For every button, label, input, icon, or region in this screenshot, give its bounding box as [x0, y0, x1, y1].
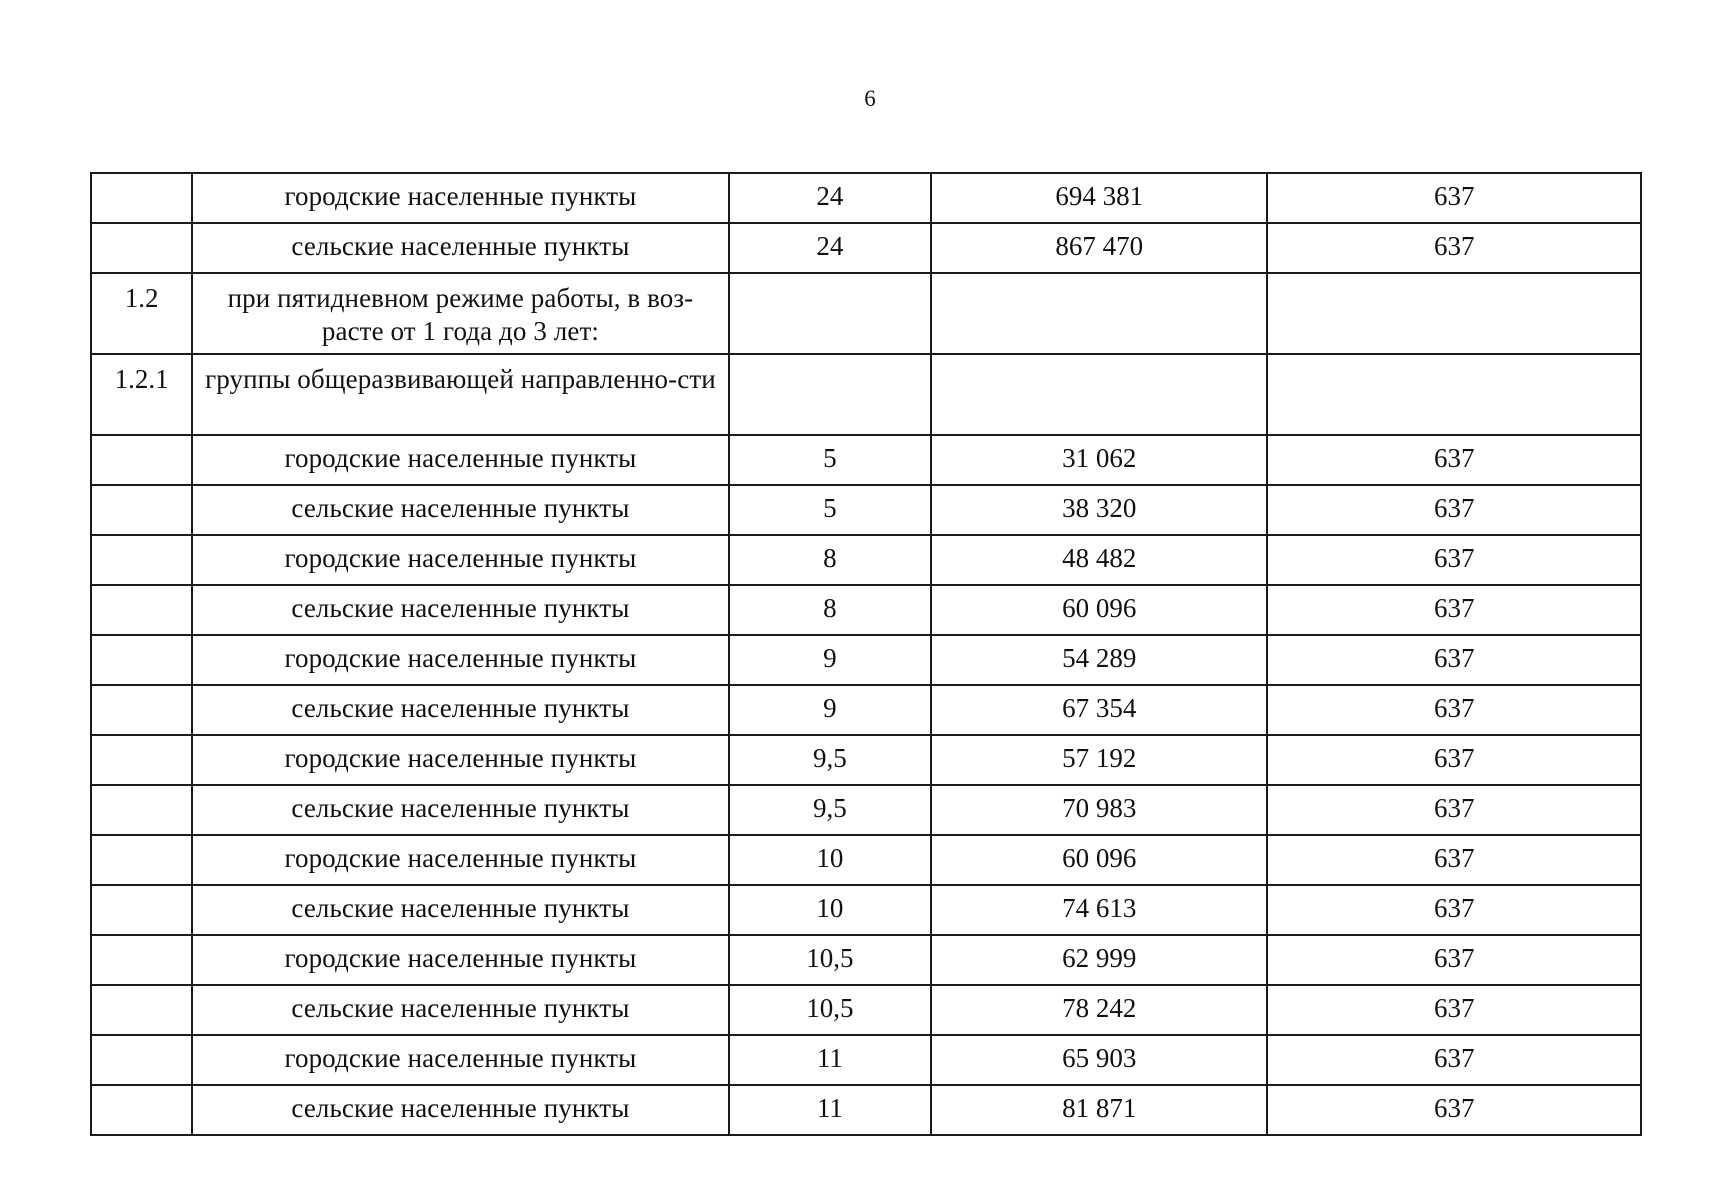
table-row — [91, 585, 1641, 635]
row-hours-cell: 8 — [729, 585, 931, 635]
row-amount-cell: 694 381 — [931, 173, 1267, 223]
row-value-cell: 637 — [1267, 735, 1641, 785]
table-row — [91, 785, 1641, 835]
row-amount-cell: 60 096 — [931, 835, 1267, 885]
section-row — [91, 354, 1641, 435]
row-name-cell: городские населенные пункты — [192, 835, 729, 885]
row-amount-cell: 60 096 — [931, 585, 1267, 635]
row-amount-cell: 38 320 — [931, 485, 1267, 535]
row-name-cell: городские населенные пункты — [192, 535, 729, 585]
row-amount-cell: 81 871 — [931, 1085, 1267, 1135]
row-amount-cell: 867 470 — [931, 223, 1267, 273]
row-value-cell: 637 — [1267, 1035, 1641, 1085]
row-number-cell: 1.2.1 — [91, 354, 192, 435]
row-name-cell: сельские населенные пункты — [192, 885, 729, 935]
table-row — [91, 635, 1641, 685]
row-value-cell: 637 — [1267, 785, 1641, 835]
row-hours-cell: 8 — [729, 535, 931, 585]
row-name-cell: сельские населенные пункты — [192, 585, 729, 635]
row-number-cell — [91, 1035, 192, 1085]
tariff-table — [90, 172, 1642, 1136]
row-name-cell: городские населенные пункты — [192, 735, 729, 785]
row-value-cell: 637 — [1267, 435, 1641, 485]
row-number-cell — [91, 223, 192, 273]
row-value-cell: 637 — [1267, 535, 1641, 585]
row-number-cell — [91, 585, 192, 635]
row-hours-cell: 24 — [729, 223, 931, 273]
row-name-cell: городские населенные пункты — [192, 1035, 729, 1085]
row-name-cell: сельские населенные пункты — [192, 985, 729, 1035]
row-name-cell: городские населенные пункты — [192, 173, 729, 223]
row-value-cell: 637 — [1267, 585, 1641, 635]
row-value-cell: 637 — [1267, 885, 1641, 935]
row-name-cell: сельские населенные пункты — [192, 685, 729, 735]
section-row — [91, 273, 1641, 354]
row-value-cell: 637 — [1267, 485, 1641, 535]
row-amount-cell: 62 999 — [931, 935, 1267, 985]
row-hours-cell: 10,5 — [729, 985, 931, 1035]
row-name-cell: сельские населенные пункты — [192, 485, 729, 535]
row-amount-cell: 54 289 — [931, 635, 1267, 685]
table-row — [91, 935, 1641, 985]
row-number-cell — [91, 935, 192, 985]
row-hours-cell — [729, 354, 931, 435]
table-row — [91, 985, 1641, 1035]
row-number-cell — [91, 535, 192, 585]
row-hours-cell: 11 — [729, 1085, 931, 1135]
table-row — [91, 685, 1641, 735]
row-hours-cell: 9 — [729, 635, 931, 685]
row-hours-cell: 11 — [729, 1035, 931, 1085]
table-row — [91, 1035, 1641, 1085]
table-row — [91, 223, 1641, 273]
table-row — [91, 173, 1641, 223]
row-value-cell: 637 — [1267, 835, 1641, 885]
row-hours-cell: 5 — [729, 485, 931, 535]
row-name-cell: сельские населенные пункты — [192, 785, 729, 835]
row-value-cell — [1267, 354, 1641, 435]
table-row — [91, 735, 1641, 785]
row-hours-cell: 10 — [729, 835, 931, 885]
row-amount-cell: 70 983 — [931, 785, 1267, 835]
row-name-cell: городские населенные пункты — [192, 435, 729, 485]
row-amount-cell: 48 482 — [931, 535, 1267, 585]
row-value-cell: 637 — [1267, 1085, 1641, 1135]
row-hours-cell: 9 — [729, 685, 931, 735]
row-hours-cell: 5 — [729, 435, 931, 485]
row-number-cell: 1.2 — [91, 273, 192, 354]
row-number-cell — [91, 485, 192, 535]
row-amount-cell: 78 242 — [931, 985, 1267, 1035]
row-number-cell — [91, 173, 192, 223]
row-amount-cell — [931, 354, 1267, 435]
row-hours-cell: 10,5 — [729, 935, 931, 985]
row-value-cell: 637 — [1267, 635, 1641, 685]
row-value-cell: 637 — [1267, 935, 1641, 985]
row-value-cell — [1267, 273, 1641, 354]
table-row — [91, 535, 1641, 585]
row-name-cell: городские населенные пункты — [192, 935, 729, 985]
row-name-cell: при пятидневном режиме работы, в воз-раcте от 1 года до 3 лет: — [192, 273, 729, 354]
row-number-cell — [91, 685, 192, 735]
row-name-cell: сельские населенные пункты — [192, 1085, 729, 1135]
row-hours-cell: 10 — [729, 885, 931, 935]
table-row — [91, 1085, 1641, 1135]
row-hours-cell: 9,5 — [729, 785, 931, 835]
row-number-cell — [91, 1085, 192, 1135]
table-row — [91, 435, 1641, 485]
page-number: 6 — [864, 86, 876, 111]
row-number-cell — [91, 985, 192, 1035]
row-name-cell: группы общеразвивающей направленно-сти — [192, 354, 729, 435]
row-name-cell: сельские населенные пункты — [192, 223, 729, 273]
row-number-cell — [91, 885, 192, 935]
row-number-cell — [91, 635, 192, 685]
row-amount-cell: 67 354 — [931, 685, 1267, 735]
row-number-cell — [91, 785, 192, 835]
row-name-cell: городские населенные пункты — [192, 635, 729, 685]
table-row — [91, 885, 1641, 935]
row-value-cell: 637 — [1267, 223, 1641, 273]
row-amount-cell: 65 903 — [931, 1035, 1267, 1085]
row-amount-cell: 57 192 — [931, 735, 1267, 785]
row-number-cell — [91, 835, 192, 885]
row-hours-cell: 9,5 — [729, 735, 931, 785]
row-value-cell: 637 — [1267, 685, 1641, 735]
table-row — [91, 485, 1641, 535]
row-hours-cell — [729, 273, 931, 354]
row-amount-cell — [931, 273, 1267, 354]
row-amount-cell: 31 062 — [931, 435, 1267, 485]
row-hours-cell: 24 — [729, 173, 931, 223]
row-value-cell: 637 — [1267, 173, 1641, 223]
row-number-cell — [91, 735, 192, 785]
row-value-cell: 637 — [1267, 985, 1641, 1035]
row-amount-cell: 74 613 — [931, 885, 1267, 935]
row-number-cell — [91, 435, 192, 485]
table-row — [91, 835, 1641, 885]
